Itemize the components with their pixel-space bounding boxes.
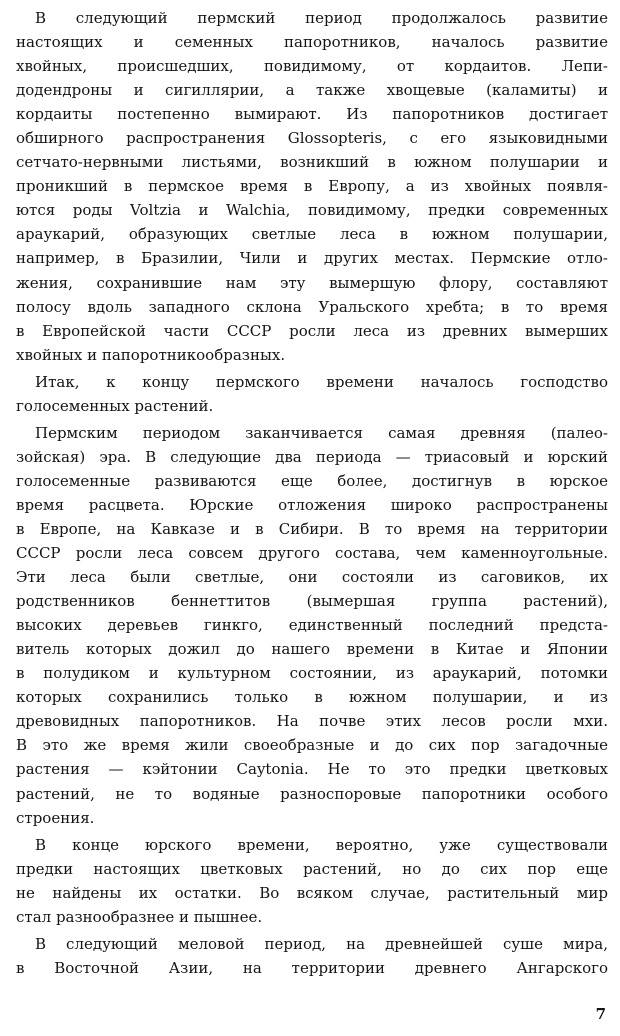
text-line: голосеменных растений. — [16, 396, 214, 415]
text-line: время расцвета. Юрские отложения широко распространены — [16, 495, 608, 514]
text-line: В это же время жили своеобразные и до сих пор загадочные — [16, 736, 608, 755]
text-line: хвойных и папоротникообразных. — [16, 345, 286, 364]
text-line: голосеменные развиваются еще более, достигнув в юрское — [16, 471, 608, 490]
text-line: например, в Бразилии, Чили и других местах. Пермские отло- — [16, 249, 608, 268]
text-line: стал разнообразнее и пышнее. — [16, 907, 263, 926]
text-line: В следующий пермский период продолжалось развитие — [35, 9, 608, 27]
text-line: древовидных папоротников. На почве этих лесов росли мхи. — [16, 712, 608, 731]
text-line: витель которых дожил до нашего времени в Китае и Японии — [16, 640, 608, 659]
text-line: родственников беннеттитов (вымершая группа растений), — [16, 592, 608, 611]
paragraph-conclusion — [16, 370, 608, 418]
text-line: которых сохранились только в южном полушарии, и из — [16, 688, 608, 707]
text-line: зойская) эра. В следующие два периода — триасовый и юрский — [16, 447, 608, 466]
text-line: настоящих и семенных папоротников, началось развитие — [16, 33, 608, 52]
text-line: предки настоящих цветковых растений, но до сих пор еще — [16, 859, 608, 878]
text-line: жения, сохранившие нам эту вымершую флору, составляют — [16, 273, 608, 292]
text-line: высоких деревьев гинкго, единственный последний предста- — [16, 616, 608, 635]
text-line: Эти леса были светлые, они состояли из саговиков, их — [16, 568, 608, 587]
text-line: не найдены их остатки. Во всяком случае, растительный мир — [16, 883, 608, 902]
text-line: додендроны и сигиллярии, а также хвощевые (каламиты) и — [16, 81, 608, 100]
text-line: кордаиты постепенно вымирают. Из папоротников достигает — [16, 105, 608, 124]
page-number: 7 — [595, 1005, 606, 1023]
text-line: в Европе, на Кавказе и в Сибири. В то время на территории — [16, 519, 608, 538]
text-line: Пермским периодом заканчивается самая древняя (палео- — [35, 423, 608, 442]
text-line: проникший в пермское время в Европу, а из хвойных появля- — [16, 177, 608, 196]
text-line: обширного распространения Glossopteris, с его языковидными — [16, 129, 608, 148]
paragraph-cretaceous — [16, 932, 608, 980]
text-line: в Европейской части СССР росли леса из древних вымерших — [16, 321, 608, 340]
text-line: растения — кэйтонии Caytonia. Не то это предки цветковых — [16, 760, 608, 779]
text-line: араукарий, образующих светлые леса в южном полушарии, — [16, 225, 608, 244]
text-line: СССР росли леса совсем другого состава, чем каменноугольные. — [16, 544, 608, 563]
text-line: в полудиком и культурном состоянии, из араукарий, потомки — [16, 664, 608, 683]
paragraph-late-jurassic — [16, 833, 608, 929]
text-line: Итак, к концу пермского времени началось господство — [35, 372, 608, 391]
text-line: ются роды Voltzia и Walchia, повидимому, предки современных — [16, 201, 608, 220]
paragraph-permian — [16, 6, 608, 367]
text-line: в Восточной Азии, на территории древнего Ангарского — [16, 958, 608, 977]
page-body — [16, 6, 608, 983]
text-line: сетчато-нервными листьями, возникший в южном полушарии и — [16, 153, 608, 172]
text-line: полосу вдоль западного склона Уральского хребта; в то время — [16, 297, 608, 316]
text-line: строения. — [16, 808, 95, 827]
paragraph-jurassic — [16, 421, 608, 830]
text-line: растений, не то водяные разноспоровые папоротники особого — [16, 784, 608, 803]
text-line: В конце юрского времени, вероятно, уже существовали — [35, 835, 608, 854]
text-line: В следующий меловой период, на древнейшей суше мира, — [35, 934, 608, 953]
text-line: хвойных, происшедших, повидимому, от кордаитов. Лепи- — [16, 57, 608, 76]
